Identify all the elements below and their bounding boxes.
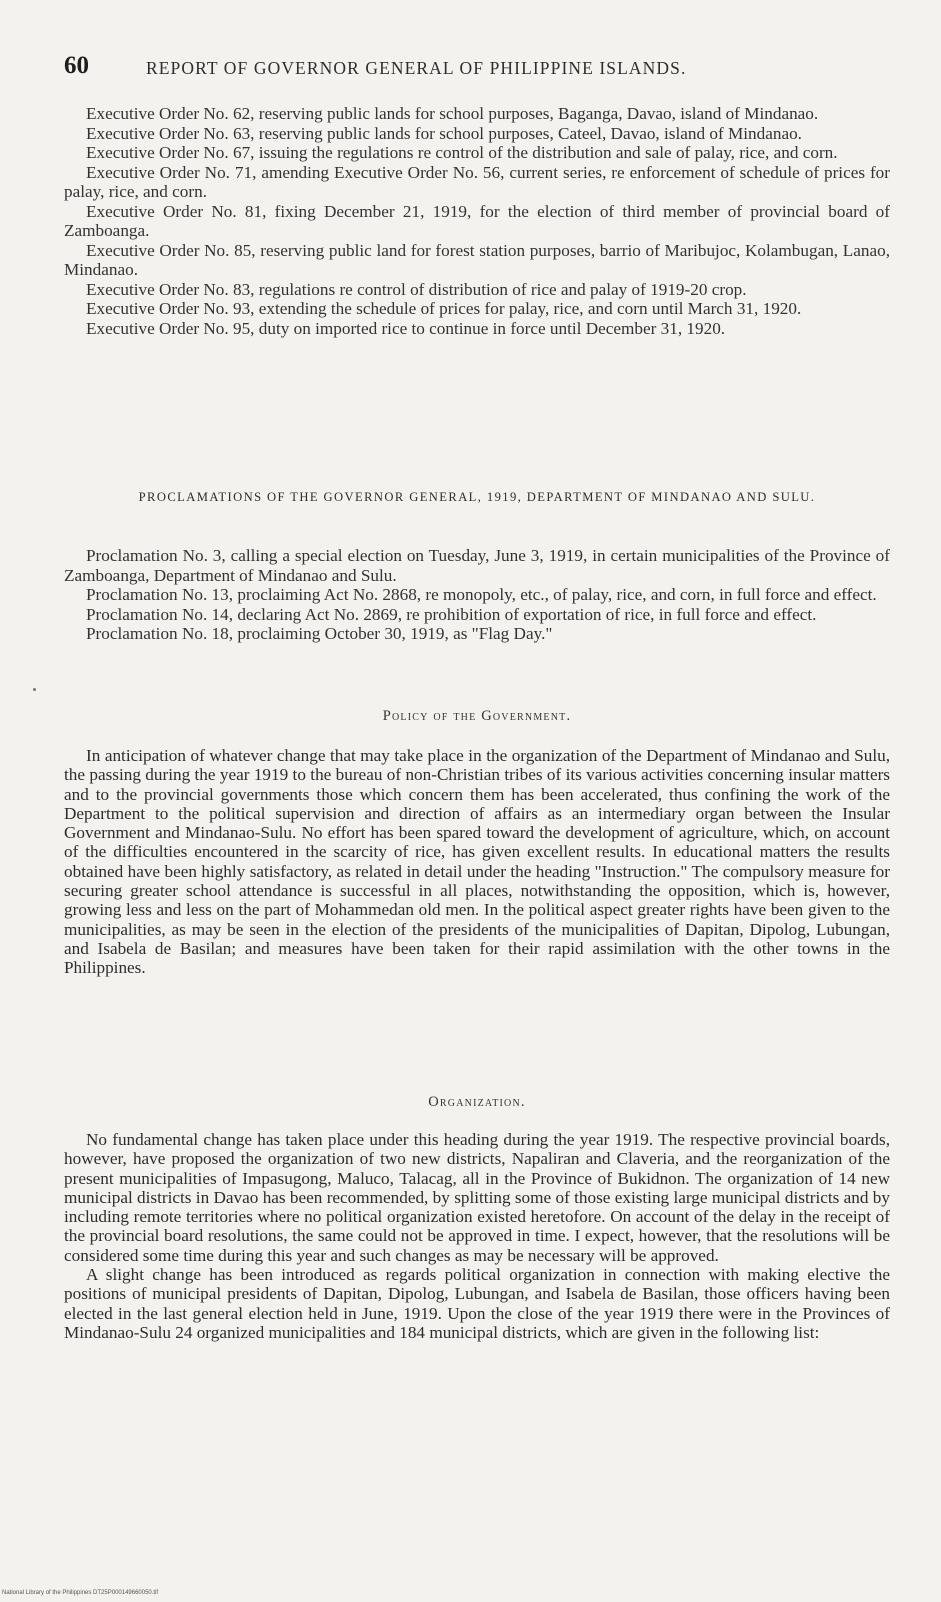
policy-paragraph: In anticipation of whatever change that may take place in the organization of the Department of Mindanao and Sulu, the passing during the year 1919 to the bureau of non-Christian tribes of its various activities concerning insular matters and to the provincial governments those which concern them has been accelerated, thus confining the work of the Department to the political supervision and direction of affairs as an intermediary organ between the Insular Government and Mindanao-Sulu. No effort has been spared toward the development of agriculture, which, on account of the difficulties encountered in the scarcity of rice, has given excellent results. In educational matters the results obtained have been highly satisfactory, as related in detail under the heading "Instruction." The compulsory measure for securing greater school attendance is successful in all places, notwithstanding the opposition, which is, however, growing less and less on the part of Mohammedan old men. In the political aspect greater rights have been given to the municipalities, as may be seen in the election of the presidents of the municipalities of Dapitan, Dipolog, Lubungan, and Isabela de Basilan; and measures have been taken for their rapid assimilation with the other towns in the Philippines.	[64, 746, 890, 978]
proclamations-list	[64, 546, 890, 644]
executive-order-entry: Executive Order No. 93, extending the schedule of prices for palay, rice, and corn until March 31, 1920.	[86, 299, 802, 318]
running-head: REPORT OF GOVERNOR GENERAL OF PHILIPPINE ISLANDS.	[146, 58, 687, 78]
proclamation-entry: Proclamation No. 3, calling a special election on Tuesday, June 3, 1919, in certain municipalities of the Province of Zamboanga, Department of Mindanao and Sulu.	[64, 546, 890, 585]
organization-heading: Organization.	[428, 1094, 526, 1110]
executive-order-entry: Executive Order No. 85, reserving public land for forest station purposes, barrio of Maribujoc, Kolambugan, Lanao, Mindanao.	[64, 240, 890, 279]
proclamation-entry: Proclamation No. 14, declaring Act No. 2869, re prohibition of exportation of rice, in full force and effect.	[86, 604, 817, 624]
proclamations-heading-block	[64, 488, 890, 507]
scan-speck	[33, 688, 36, 691]
proclamation-entry: Proclamation No. 13, proclaiming Act No. 2868, re monopoly, etc., of palay, rice, and corn, in full force and effect.	[86, 585, 877, 604]
page-header	[64, 52, 884, 84]
organization-section	[64, 1130, 890, 1342]
proclamations-heading: PROCLAMATIONS OF THE GOVERNOR GENERAL, 1919, DEPARTMENT OF MINDANAO AND SULU.	[138, 490, 816, 504]
executive-order-entry: Executive Order No. 62, reserving public lands for school purposes, Baganga, Davao, island of Mindanao.	[86, 104, 819, 123]
executive-orders-list	[64, 104, 890, 338]
scan-source-mark: National Library of the Philippines DT25P000149660050.tif	[2, 1590, 159, 1596]
policy-section	[64, 746, 890, 978]
organization-paragraph: A slight change has been introduced as regards political organization in connection with making elective the positions of municipal presidents of Dapitan, Dipolog, Lubungan, and Isabela de Basilan, those officers having been elected in the last general election held in June, 1919. Upon the close of the year 1919 there were in the Provinces of Mindanao-Sulu 24 organized municipalities and 184 municipal districts, which are given in the following list:	[64, 1265, 890, 1342]
executive-order-entry: Executive Order No. 95, duty on imported rice to continue in force until December 31, 1920.	[86, 318, 726, 338]
executive-order-entry: Executive Order No. 67, issuing the regulations re control of the distribution and sale of palay, rice, and corn.	[86, 143, 838, 162]
executive-order-entry: Executive Order No. 63, reserving public lands for school purposes, Cateel, Davao, island of Mindanao.	[86, 123, 802, 143]
executive-order-entry: Executive Order No. 83, regulations re control of distribution of rice and palay of 1919-20 crop.	[86, 279, 747, 299]
executive-order-entry: Executive Order No. 81, fixing December 21, 1919, for the election of third member of provincial board of Zamboanga.	[64, 201, 890, 240]
proclamation-entry: Proclamation No. 18, proclaiming October 30, 1919, as "Flag Day."	[86, 624, 553, 643]
page-number: 60	[64, 52, 89, 79]
executive-order-entry: Executive Order No. 71, amending Executive Order No. 56, current series, re enforcement of schedule of prices for palay, rice, and corn.	[64, 162, 890, 201]
organization-paragraph: No fundamental change has taken place under this heading during the year 1919. The respective provincial boards, however, have proposed the organization of two new districts, Napaliran and Claveria, and the reorganization of the present municipalities of Impasugong, Maluco, Talacag, all in the Province of Bukidnon. The organization of 14 new municipal districts in Davao has been recommended, by splitting some of those existing large municipal districts and by including remote territories where no political organization existed heretofore. On account of the delay in the receipt of the provincial board resolutions, the same could not be approved in time. I expect, however, that the resolutions will be considered some time during this year and such changes as may be necessary will be approved.	[64, 1130, 890, 1265]
policy-heading: Policy of the Government.	[382, 708, 572, 724]
